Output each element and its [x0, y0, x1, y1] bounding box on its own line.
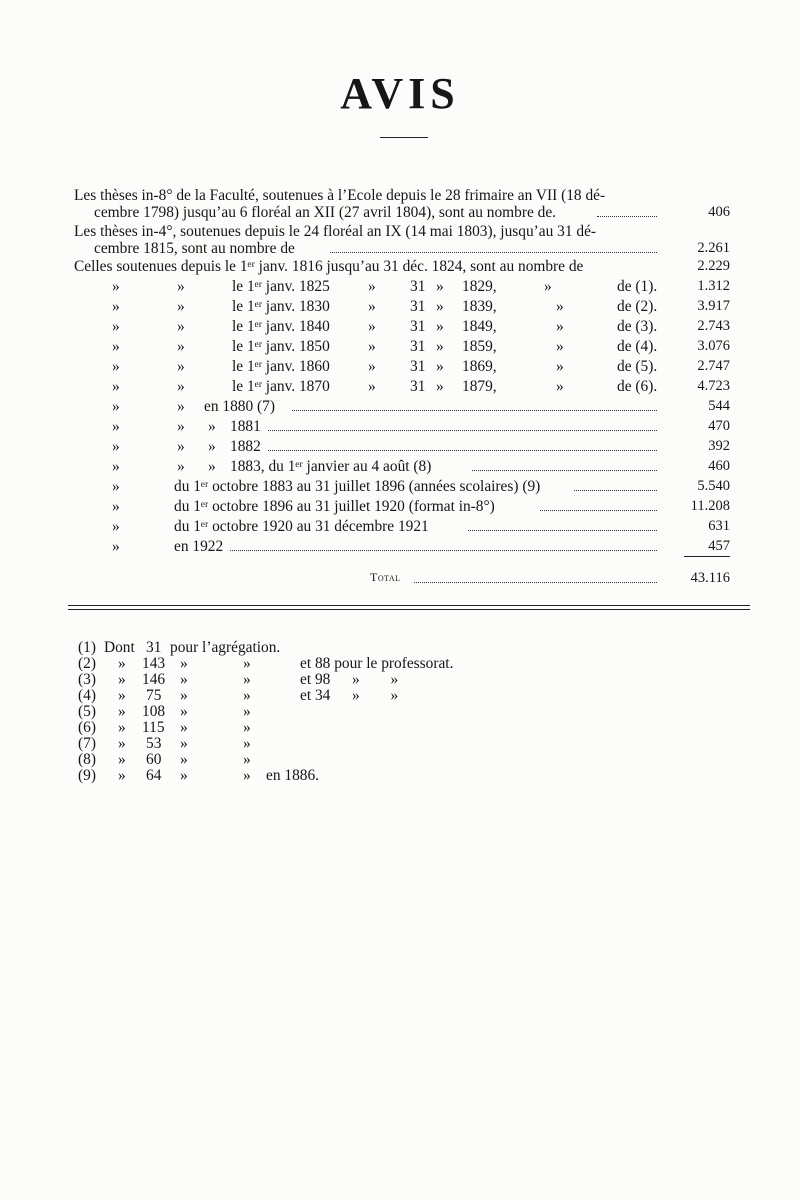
- ditto-mark: »: [118, 655, 126, 672]
- row-value: 470: [708, 418, 730, 434]
- ditto-mark: »: [112, 338, 120, 355]
- footnote-count: 75: [146, 687, 162, 704]
- ditto-mark: »: [118, 767, 126, 784]
- ditto-mark: »: [180, 767, 188, 784]
- page-title: AVIS: [340, 69, 460, 118]
- row-value: 11.208: [690, 498, 730, 514]
- ditto-mark: »: [556, 338, 564, 355]
- ditto-mark: »: [243, 703, 251, 720]
- ditto-mark: »: [180, 735, 188, 752]
- row-start: le 1ᵉʳ janv. 1830: [232, 298, 330, 315]
- leader-dots: [330, 252, 657, 253]
- row-value: 2.747: [697, 358, 730, 374]
- row-text: en 1922: [174, 538, 224, 555]
- ditto-mark: »: [112, 478, 120, 495]
- row-text: du 1ᵉʳ octobre 1883 au 31 juillet 1896 (années scolaires) (9): [174, 478, 541, 495]
- intro-1-value: 406: [708, 204, 730, 220]
- ditto-mark: »: [368, 378, 376, 395]
- row-value: 1.312: [697, 278, 730, 294]
- row-text: 1881: [230, 418, 261, 435]
- row-value: 3.917: [697, 298, 730, 314]
- ditto-mark: »: [177, 378, 185, 395]
- footnote-mark: (6): [78, 719, 96, 736]
- footnote-ditto: » »: [352, 671, 399, 688]
- ditto-mark: »: [436, 318, 444, 335]
- footnote-mark: (1): [78, 639, 96, 656]
- ditto-mark: »: [112, 298, 120, 315]
- footnote-extra: en 1886.: [266, 767, 320, 784]
- total-rule: [684, 556, 730, 557]
- row-text: en 1880 (7): [204, 398, 275, 415]
- leader-dots: [268, 450, 657, 451]
- row-note: de (4).: [617, 338, 658, 355]
- celles-text: Celles soutenues depuis le 1ᵉʳ janv. 1816 jusqu’au 31 déc. 1824, sont au nombre de: [74, 258, 584, 275]
- ditto-mark: »: [436, 358, 444, 375]
- leader-dots: [468, 530, 657, 531]
- ditto-mark: »: [368, 278, 376, 295]
- row-start: le 1ᵉʳ janv. 1850: [232, 338, 330, 355]
- footnote-mark: (5): [78, 703, 96, 720]
- total-value: 43.116: [690, 570, 730, 586]
- ditto-mark: »: [177, 318, 185, 335]
- footnote-count: 115: [142, 719, 165, 736]
- ditto-mark: »: [177, 418, 185, 435]
- ditto-mark: »: [243, 751, 251, 768]
- row-value: 544: [708, 398, 730, 414]
- ditto-mark: »: [177, 358, 185, 375]
- footnote-mark: (8): [78, 751, 96, 768]
- ditto-mark: »: [180, 671, 188, 688]
- ditto-mark: »: [118, 719, 126, 736]
- ditto-mark: »: [118, 671, 126, 688]
- ditto-mark: »: [436, 338, 444, 355]
- intro-1-line-2: cembre 1798) jusqu’au 6 floréal an XII (27 avril 1804), sont au nombre de.: [94, 204, 557, 221]
- celles-value: 2.229: [697, 258, 730, 274]
- ditto-mark: »: [180, 703, 188, 720]
- ditto-mark: »: [436, 278, 444, 295]
- row-value: 2.743: [697, 318, 730, 334]
- title-rule: [380, 137, 428, 138]
- row-day: 31: [410, 318, 426, 335]
- row-value: 457: [708, 538, 730, 554]
- ditto-mark: »: [243, 687, 251, 704]
- ditto-mark: »: [118, 703, 126, 720]
- row-end: 1829,: [462, 278, 497, 295]
- ditto-mark: »: [177, 398, 185, 415]
- footnote-count: 64: [146, 767, 162, 784]
- ditto-mark: »: [368, 358, 376, 375]
- row-start: le 1ᵉʳ janv. 1870: [232, 378, 330, 395]
- leader-dots: [414, 582, 657, 583]
- ditto-mark: »: [177, 458, 185, 475]
- footnote-mark: (3): [78, 671, 96, 688]
- leader-dots: [292, 410, 657, 411]
- ditto-mark: »: [436, 378, 444, 395]
- intro-1-line-1: Les thèses in-8° de la Faculté, soutenues à l’Ecole depuis le 28 frimaire an VII (18 dé-: [74, 187, 606, 204]
- intro-2-line-1: Les thèses in-4°, soutenues depuis le 24 floréal an IX (14 mai 1803), jusqu’au 31 dé-: [74, 223, 597, 240]
- ditto-mark: »: [436, 298, 444, 315]
- row-end: 1859,: [462, 338, 497, 355]
- footnote-count: 108: [142, 703, 166, 720]
- leader-dots: [472, 470, 657, 471]
- row-value: 631: [708, 518, 730, 534]
- ditto-mark: »: [180, 719, 188, 736]
- ditto-mark: »: [112, 378, 120, 395]
- ditto-mark: »: [112, 358, 120, 375]
- row-value: 392: [708, 438, 730, 454]
- footnote-count: 60: [146, 751, 162, 768]
- row-text: 1883, du 1ᵉʳ janvier au 4 août (8): [230, 458, 432, 475]
- ditto-mark: »: [112, 458, 120, 475]
- footnote-extra: et 34: [300, 687, 331, 704]
- ditto-mark: »: [112, 278, 120, 295]
- ditto-mark: »: [177, 298, 185, 315]
- ditto-mark: »: [243, 671, 251, 688]
- ditto-mark: »: [368, 318, 376, 335]
- ditto-mark: »: [556, 298, 564, 315]
- row-text: 1882: [230, 438, 261, 455]
- ditto-mark: »: [112, 418, 120, 435]
- footnote-extra: et 98: [300, 671, 331, 688]
- total-label: Total: [370, 570, 401, 584]
- ditto-mark: »: [208, 438, 216, 455]
- row-text: du 1ᵉʳ octobre 1896 au 31 juillet 1920 (format in-8°): [174, 498, 495, 515]
- ditto-mark: »: [177, 438, 185, 455]
- footnote-extra: et 88 pour le professorat.: [300, 655, 454, 672]
- leader-dots: [230, 550, 657, 551]
- row-end: 1849,: [462, 318, 497, 335]
- row-note: de (1).: [617, 278, 658, 295]
- row-start: le 1ᵉʳ janv. 1825: [232, 278, 330, 295]
- ditto-mark: »: [118, 735, 126, 752]
- row-day: 31: [410, 338, 426, 355]
- ditto-mark: »: [112, 398, 120, 415]
- row-note: de (2).: [617, 298, 658, 315]
- ditto-mark: »: [368, 338, 376, 355]
- footnote-mark: (2): [78, 655, 96, 672]
- row-text: du 1ᵉʳ octobre 1920 au 31 décembre 1921: [174, 518, 429, 535]
- footnote-mark: (4): [78, 687, 96, 704]
- ditto-mark: »: [243, 719, 251, 736]
- footnote-mark: (7): [78, 735, 96, 752]
- ditto-mark: »: [177, 338, 185, 355]
- ditto-mark: »: [118, 751, 126, 768]
- footnote-count: 143: [142, 655, 166, 672]
- ditto-mark: »: [180, 687, 188, 704]
- ditto-mark: »: [208, 458, 216, 475]
- row-value: 4.723: [697, 378, 730, 394]
- ditto-mark: »: [112, 518, 120, 535]
- ditto-mark: »: [112, 438, 120, 455]
- row-value: 3.076: [697, 338, 730, 354]
- ditto-mark: »: [243, 655, 251, 672]
- row-start: le 1ᵉʳ janv. 1860: [232, 358, 330, 375]
- ditto-mark: »: [118, 687, 126, 704]
- row-note: de (3).: [617, 318, 658, 335]
- ditto-mark: »: [368, 298, 376, 315]
- footnote-count: 31: [146, 639, 162, 656]
- footnote-word: Dont: [104, 639, 135, 656]
- footnote-ditto: » »: [352, 687, 399, 704]
- row-value: 460: [708, 458, 730, 474]
- row-start: le 1ᵉʳ janv. 1840: [232, 318, 330, 335]
- separator-rule: [68, 609, 750, 610]
- ditto-mark: »: [112, 538, 120, 555]
- intro-2-value: 2.261: [697, 240, 730, 256]
- row-note: de (5).: [617, 358, 658, 375]
- row-end: 1879,: [462, 378, 497, 395]
- ditto-mark: »: [556, 378, 564, 395]
- row-value: 5.540: [697, 478, 730, 494]
- row-day: 31: [410, 298, 426, 315]
- ditto-mark: »: [556, 358, 564, 375]
- ditto-mark: »: [180, 655, 188, 672]
- row-end: 1869,: [462, 358, 497, 375]
- row-end: 1839,: [462, 298, 497, 315]
- footnote-count: 53: [146, 735, 162, 752]
- ditto-mark: »: [180, 751, 188, 768]
- footnote-count: 146: [142, 671, 166, 688]
- footnote-text: pour l’agrégation.: [170, 639, 281, 656]
- ditto-mark: »: [243, 735, 251, 752]
- row-day: 31: [410, 378, 426, 395]
- ditto-mark: »: [556, 318, 564, 335]
- ditto-mark: »: [544, 278, 552, 295]
- row-day: 31: [410, 358, 426, 375]
- intro-2-line-2: cembre 1815, sont au nombre de: [94, 240, 295, 257]
- row-day: 31: [410, 278, 426, 295]
- ditto-mark: »: [112, 318, 120, 335]
- leader-dots: [268, 430, 657, 431]
- ditto-mark: »: [112, 498, 120, 515]
- ditto-mark: »: [208, 418, 216, 435]
- footnote-mark: (9): [78, 767, 96, 784]
- row-note: de (6).: [617, 378, 658, 395]
- ditto-mark: »: [243, 767, 251, 784]
- separator-rule: [68, 605, 750, 606]
- ditto-mark: »: [177, 278, 185, 295]
